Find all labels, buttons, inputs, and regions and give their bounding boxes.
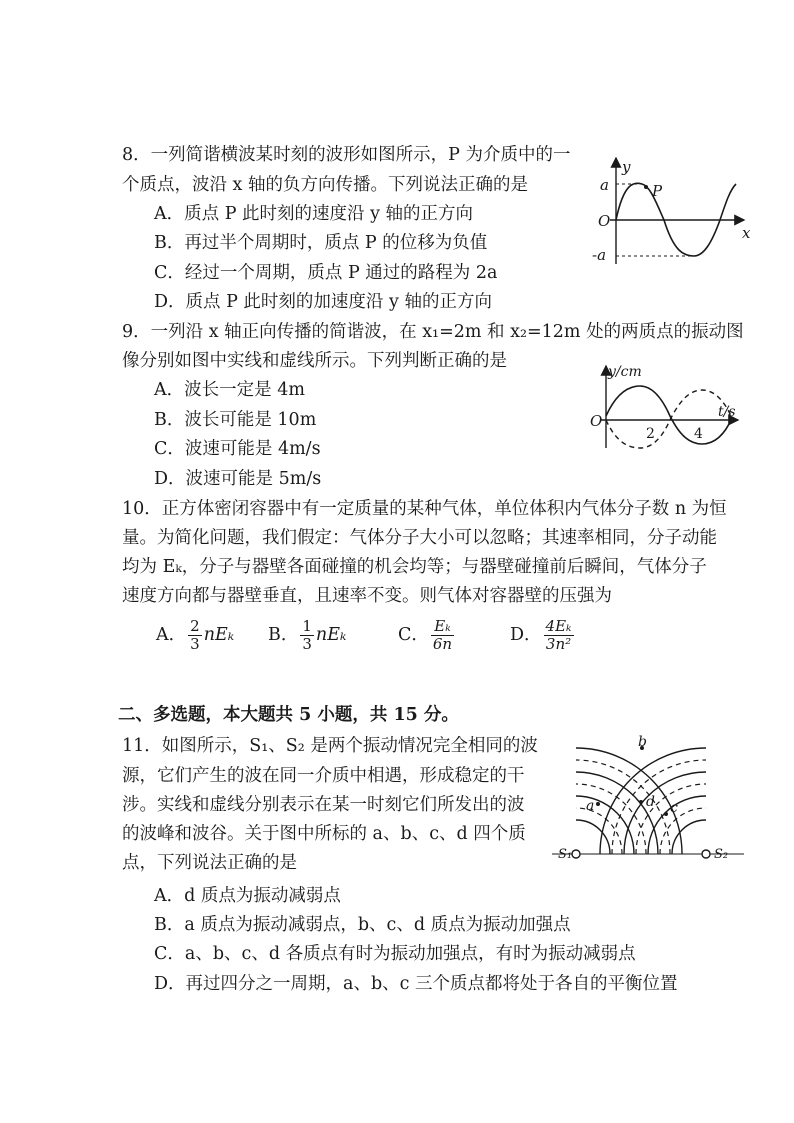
q8-option-a: A．质点 P 此时刻的速度沿 y 轴的正方向 (154, 204, 474, 224)
q9-tick-4: 4 (694, 426, 703, 442)
q10-option-a (156, 618, 234, 653)
q8-y-label: y (622, 158, 631, 176)
q9-y-label: y/cm (608, 364, 642, 380)
q8-stem-line1: 8．一列简谐横波某时刻的波形如图所示，P 为介质中的一 (122, 145, 571, 165)
q10-option-d-fraction (544, 618, 574, 653)
q9-tick-2: 2 (646, 426, 655, 442)
label-a: a (586, 798, 595, 814)
q10-option-b (268, 618, 346, 653)
q9-option-d: D．波速可能是 5m/s (154, 469, 322, 489)
q10-option-c-numerator: Eₖ (431, 618, 454, 636)
q10-option-d-denominator: 3n² (545, 635, 572, 653)
label-c: c (670, 800, 678, 816)
q10-option-a-tail: nEₖ (203, 625, 235, 645)
q9-dashed-curve (606, 390, 732, 448)
q8-option-d: D．质点 P 此时刻的加速度沿 y 轴的正方向 (154, 292, 492, 312)
q11-interference-figure (548, 734, 748, 864)
q10-line3: 均为 Eₖ，分子与器壁各面碰撞的机会均等；与器壁碰撞前后瞬间，气体分子 (122, 557, 707, 577)
label-d: d (646, 794, 655, 810)
q8-neg-amp-label: -a (592, 246, 607, 264)
q9-vibration-figure (588, 360, 760, 452)
q8-origin-label: O (598, 212, 611, 230)
q9-solid-curve (606, 386, 732, 444)
q10-option-b-denominator: 3 (302, 635, 312, 653)
q10-option-c (398, 618, 456, 653)
q10-option-c-fraction (431, 618, 454, 653)
source-s1 (572, 850, 580, 858)
q8-option-b: B．再过半个周期时，质点 P 的位移为负值 (154, 233, 488, 253)
q8-x-label: x (742, 224, 751, 242)
q9-origin-label: O (590, 412, 603, 430)
q10-option-c-denominator: 6n (432, 635, 453, 653)
q9-stem-line1: 9．一列沿 x 轴正向传播的简谐波，在 x₁=2m 和 x₂=12m 处的两质点的振动图 (122, 322, 744, 342)
q10-option-a-fraction (188, 618, 202, 653)
q11-line4: 的波峰和波谷。关于图中所标的 a、b、c、d 四个质 (122, 824, 526, 844)
q9-stem-line2: 像分别如图中实线和虚线所示。下列判断正确的是 (122, 351, 507, 371)
q10-option-c-label: C． (398, 625, 429, 645)
q11-line3: 涉。实线和虚线分别表示在某一时刻它们所发出的波 (122, 795, 525, 815)
q11-line1: 11．如图所示，S₁、S₂ 是两个振动情况完全相同的波 (122, 736, 538, 756)
q10-option-a-denominator: 3 (190, 635, 200, 653)
q10-option-a-label: A． (156, 625, 187, 645)
q10-option-d (510, 618, 576, 653)
q11-line2: 源，它们产生的波在同一介质中相遇，形成稳定的干 (122, 766, 525, 786)
q10-option-b-tail: nEₖ (315, 625, 347, 645)
q9-option-c: C．波速可能是 4m/s (154, 439, 321, 459)
q8-p-label: P (652, 182, 663, 200)
q11-option-c: C．a、b、c、d 各质点有时为振动加强点，有时为振动减弱点 (154, 944, 636, 964)
q8-option-c: C．经过一个周期，质点 P 通过的路程为 2a (154, 263, 498, 283)
point-d (639, 800, 643, 804)
q8-amp-label: a (600, 176, 609, 194)
q10-option-d-label: D． (510, 625, 542, 645)
q10-line4: 速度方向都与器壁垂直，且速率不变。则气体对容器壁的压强为 (122, 586, 612, 606)
source-s2 (702, 850, 710, 858)
q10-line1: 10．正方体密闭容器中有一定质量的某种气体，单位体积内气体分子数 n 为恒 (122, 499, 727, 519)
q11-option-d: D．再过四分之一周期，a、b、c 三个质点都将处于各自的平衡位置 (154, 974, 678, 994)
s2-crest-0 (672, 820, 706, 854)
point-a (596, 802, 600, 806)
label-b: b (638, 734, 647, 750)
q10-option-b-label: B． (268, 625, 299, 645)
label-s2: S₂ (714, 847, 729, 862)
q10-option-b-fraction (300, 618, 314, 653)
s1-crest-0 (576, 820, 610, 854)
q8-stem-line2: 个质点，波沿 x 轴的负方向传播。下列说法正确的是 (122, 175, 528, 195)
q9-option-a: A．波长一定是 4m (154, 380, 305, 400)
q8-wave-figure (590, 152, 760, 270)
q10-option-d-numerator: 4Eₖ (545, 617, 572, 635)
q9-x-label: t/s (718, 404, 736, 420)
q11-line5: 点，下列说法正确的是 (122, 853, 297, 873)
section-2-heading: 二、多选题，本大题共 5 小题，共 15 分。 (118, 705, 459, 725)
q11-option-a: A．d 质点为振动减弱点 (154, 886, 341, 906)
q11-option-b: B．a 质点为振动减弱点，b、c、d 质点为振动加强点 (154, 915, 571, 935)
q10-line2: 量。为简化问题，我们假定：气体分子大小可以忽略；其速率相同，分子动能 (122, 528, 717, 548)
q10-option-b-numerator: 1 (302, 617, 312, 635)
q8-point-p (644, 185, 648, 189)
point-c (664, 812, 668, 816)
q9-option-b: B．波长可能是 10m (154, 410, 317, 430)
label-s1: S₁ (558, 847, 573, 862)
q10-option-a-numerator: 2 (190, 617, 200, 635)
